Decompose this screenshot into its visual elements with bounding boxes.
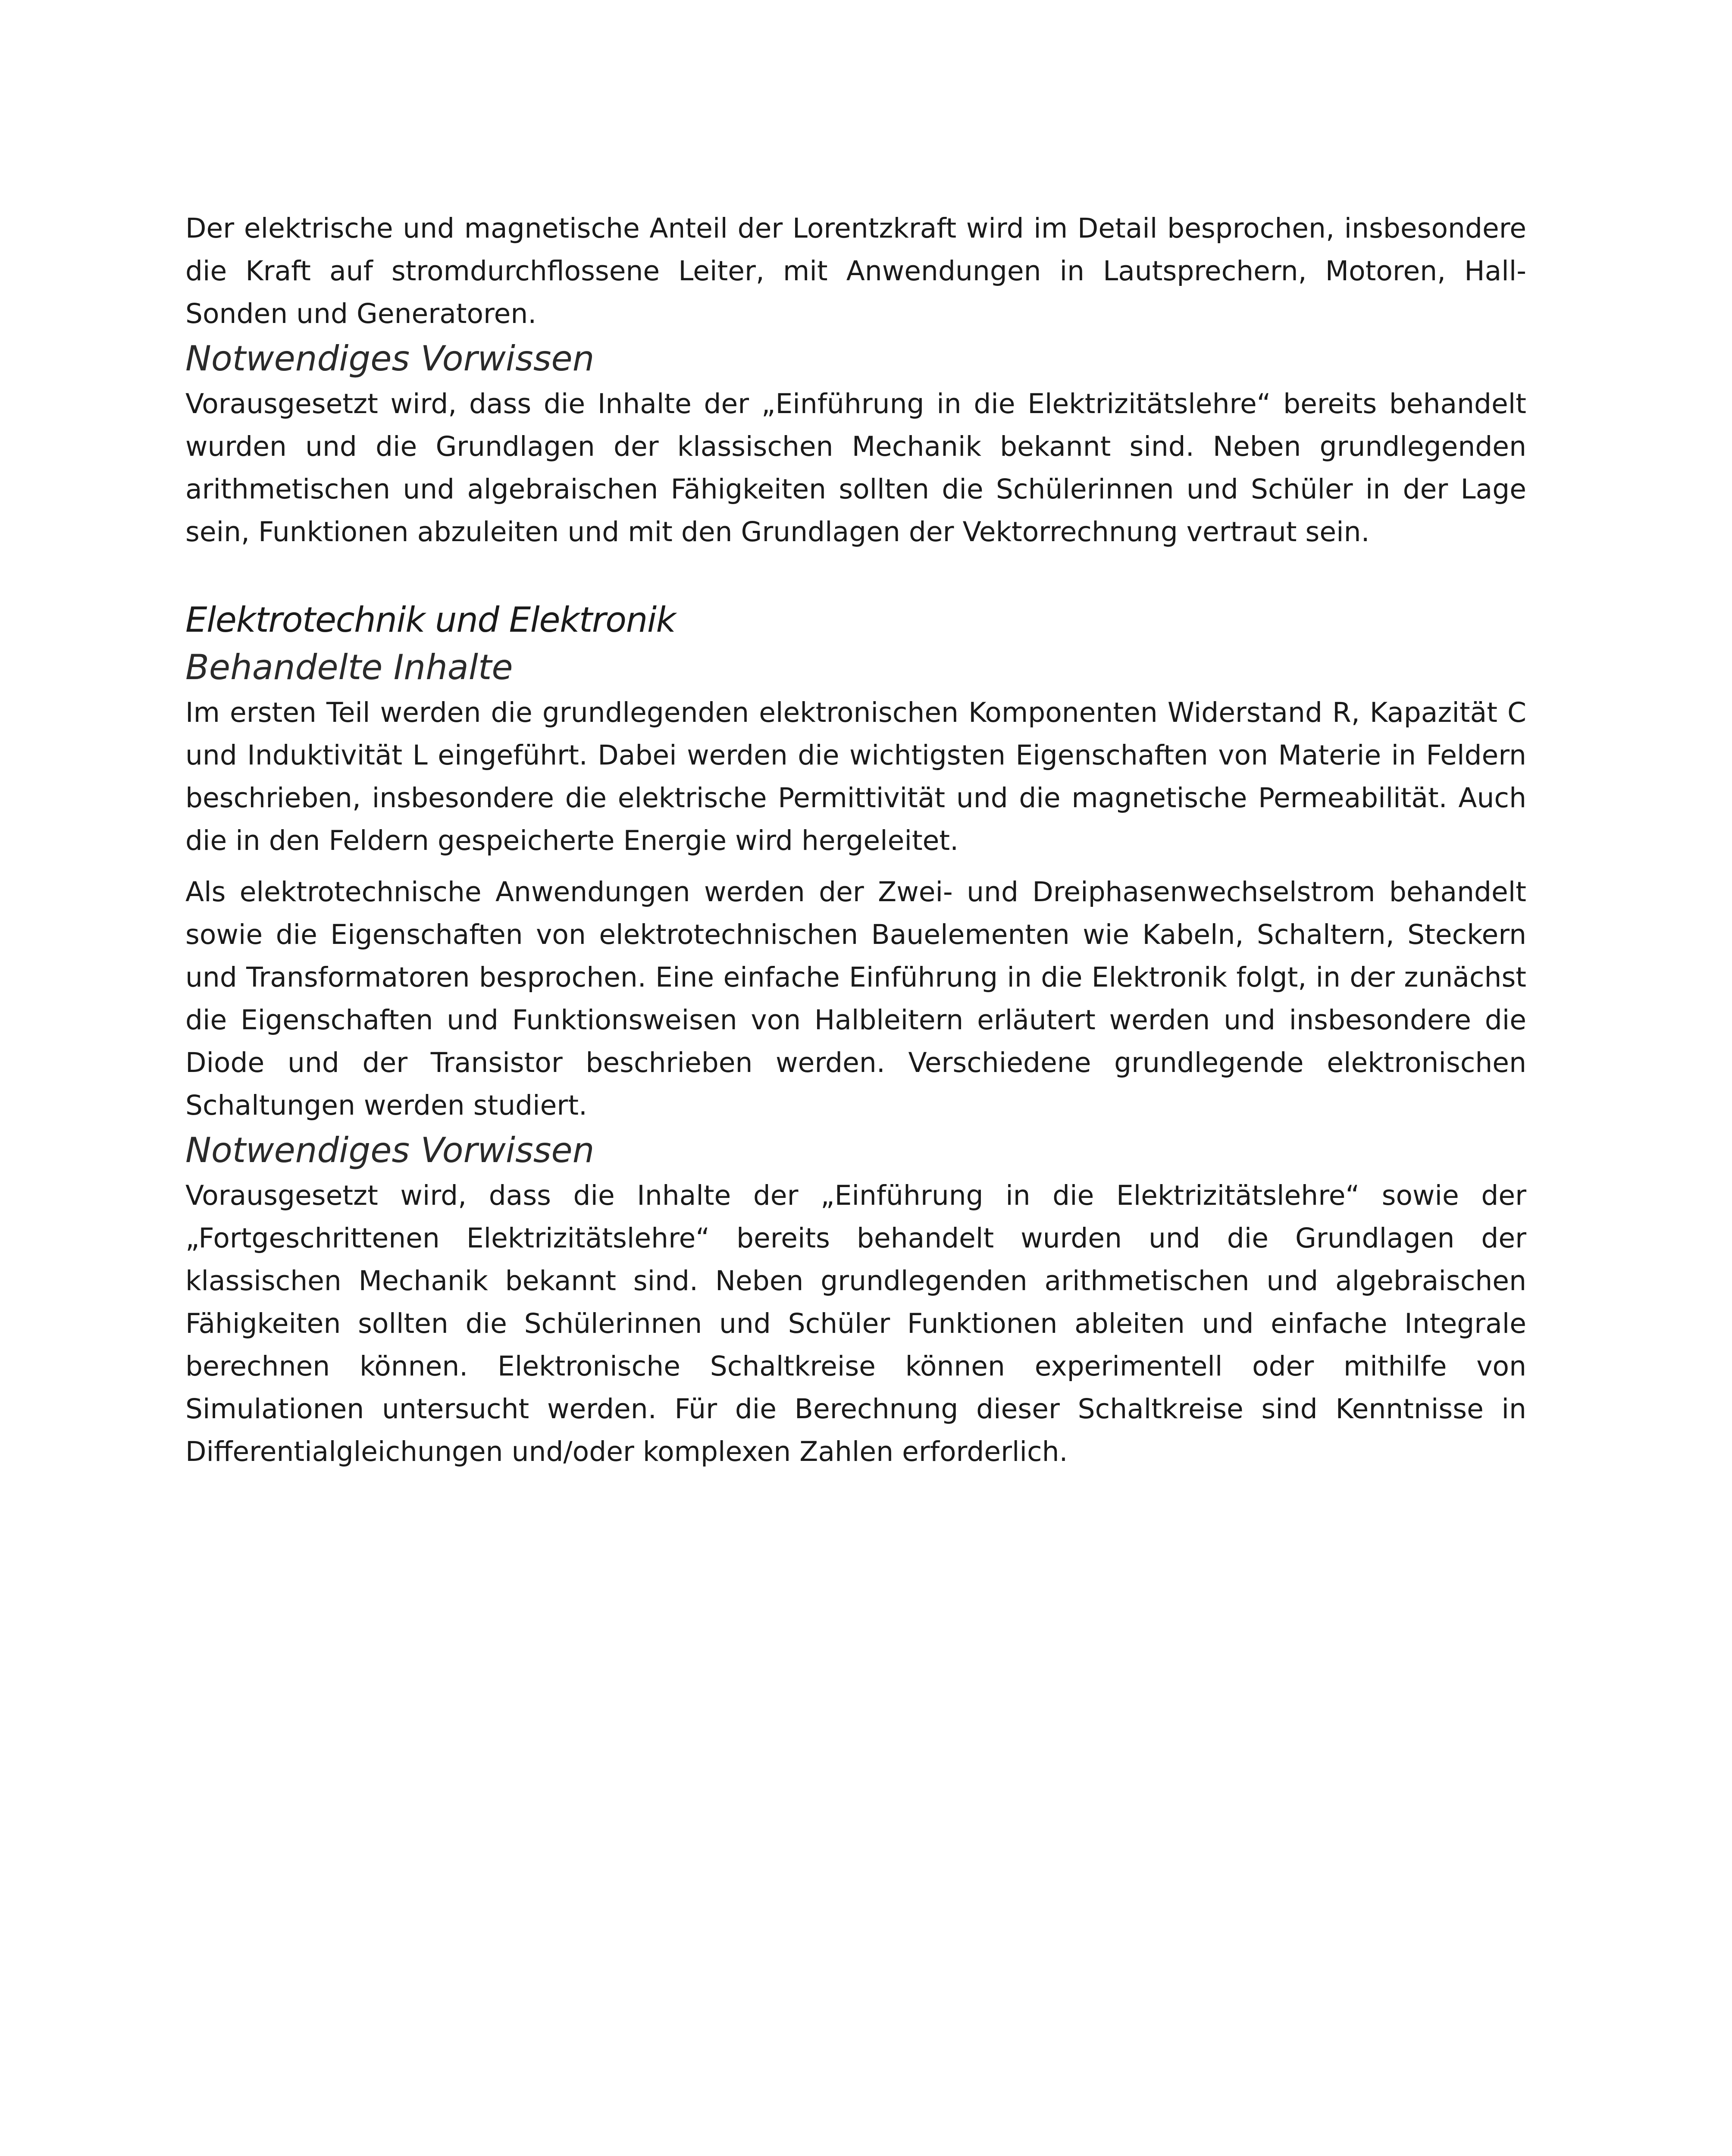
prereq-paragraph-1: Vorausgesetzt wird, dass die Inhalte der „Einführung in die Elektrizitätslehre“ bereits behandelt wurden und die Grundlagen der klassischen Mechanik bekannt sind. Neben grundlegenden arithmetischen und algebraischen Fähigkeiten sollten die Schülerinnen und Schüler in der Lage sein, Funktionen abzuleiten und mit den Grundlagen der Vektorrechnung vertraut sein. bbox=[185, 388, 1526, 548]
prereq-paragraph-2: Vorausgesetzt wird, dass die Inhalte der „Einführung in die Elektrizitätslehre“ sowie der „Fortgeschrittenen Elektrizitätslehre“ bereits behandelt wurden und die Grundlagen der klassischen Mechanik bekannt sind. Neben grundlegenden arithmetischen und algebraischen Fähigkeiten sollten die Schülerinnen und Schüler Funktionen ableiten und einfache Integrale berechnen können. Elektronische Schaltkreise können experimentell oder mithilfe von Simulationen untersucht werden. Für die Berechnung dieser Schaltkreise sind Kenntnisse in Differentialgleichungen und/oder komplexen Zahlen erforderlich. bbox=[185, 1180, 1526, 1467]
contents-heading: Behandelte Inhalte bbox=[185, 647, 513, 687]
intro-paragraph: Der elektrische und magnetische Anteil der Lorentzkraft wird im Detail besprochen, insbesondere die Kraft auf stromdurchflossene Leiter, mit Anwendungen in Lautsprechern, Motoren, Hall-Sonden und Generatoren. bbox=[185, 213, 1526, 329]
contents-paragraph-2: Als elektrotechnische Anwendungen werden der Zwei- und Dreiphasenwechselstrom behandelt sowie die Eigenschaften von elektrotechnischen Bauelementen wie Kabeln, Schaltern, Steckern und Transformatoren besprochen. Eine einfache Einführung in die Elektronik folgt, in der zunächst die Eigenschaften und Funktionsweisen von Halbleitern erläutert werden und insbesondere die Diode und der Transistor beschrieben werden. Verschiedene grundlegende elektronischen Schaltungen werden studiert. bbox=[185, 876, 1526, 1121]
contents-paragraph-1: Im ersten Teil werden die grundlegenden elektronischen Komponenten Widerstand R, Kapazität C und Induktivität L eingeführt. Dabei werden die wichtigsten Eigenschaften von Materie in Feldern beschrieben, insbesondere die elektrische Permittivität und die magnetische Permeabilität. Auch die in den Feldern gespeicherte Energie wird hergeleitet. bbox=[185, 697, 1526, 856]
section-title: Elektrotechnik und Elektronik bbox=[185, 600, 676, 640]
page-content bbox=[185, 207, 1526, 1473]
prereq-heading-2: Notwendiges Vorwissen bbox=[185, 1130, 595, 1170]
prereq-heading-1: Notwendiges Vorwissen bbox=[185, 338, 595, 379]
